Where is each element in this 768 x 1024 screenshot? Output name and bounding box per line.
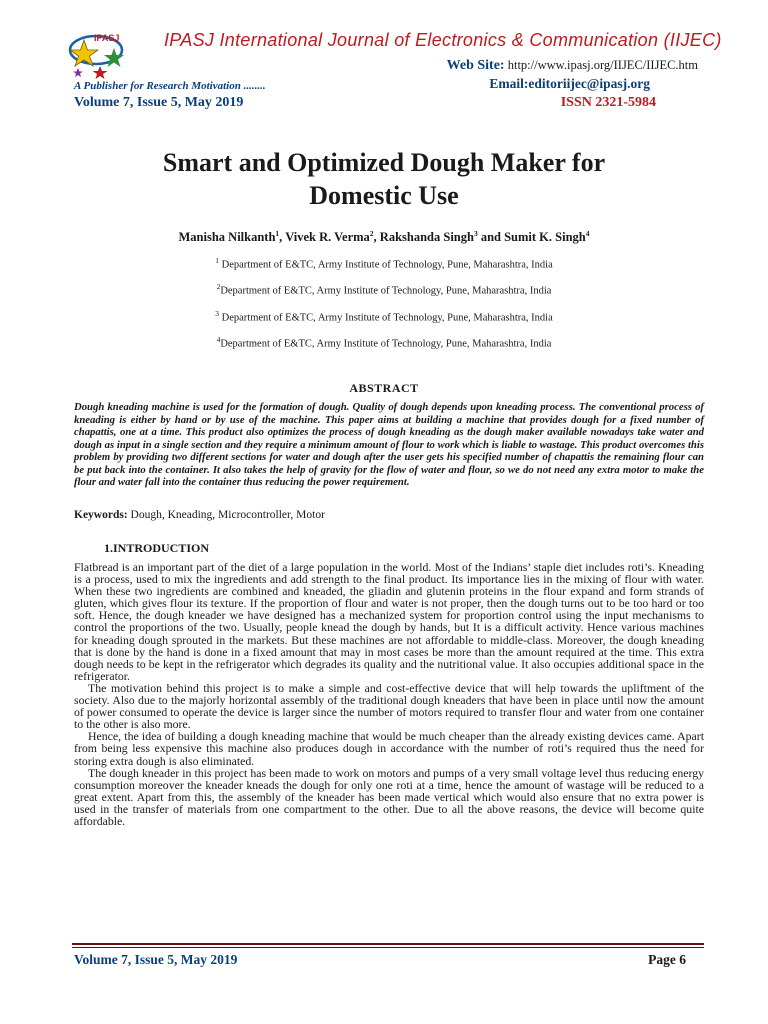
affiliation-text: Department of E&TC, Army Institute of Technology, Pune, Maharashtra, India [219, 312, 553, 324]
author-name: Sumit K. Singh [504, 230, 586, 245]
journal-name: IPASJ International Journal of Electronics & Communication (IIJEC) [164, 30, 722, 50]
issn: ISSN 2321-5984 [560, 95, 656, 110]
publisher-tagline: A Publisher for Research Motivation ........ [74, 80, 266, 92]
title-line-1: Smart and Optimized Dough Maker for [162, 148, 606, 177]
page-number: Page 6 [648, 952, 686, 967]
paragraph: Hence, the idea of building a dough kneading machine that would be much cheaper than the already existing devices came. Apart from being less expensive this machine also produces dough in accordance with the number of roti’s required thus the need for storing extra dough is also eliminated. [74, 729, 704, 768]
keywords-list: Dough, Kneading, Microcontroller, Motor [127, 509, 325, 521]
volume-info-footer: Volume 7, Issue 5, May 2019 [74, 952, 238, 967]
keywords-line [74, 509, 325, 521]
ipasj-logo [66, 26, 162, 86]
title-line-2: Domestic Use [309, 181, 459, 210]
author-sup: 3 [473, 229, 478, 238]
author-sup: 2 [369, 229, 374, 238]
section-heading: 1.INTRODUCTION [104, 541, 210, 555]
affiliation-text: Department of E&TC, Army Institute of Technology, Pune, Maharashtra, India [219, 259, 553, 271]
affiliation [84, 256, 684, 271]
affiliation-sup: 4 [216, 335, 221, 344]
affiliation [84, 309, 684, 324]
paragraph: The dough kneader in this project has been made to work on motors and pumps of a very small voltage level thus reducing energy consumption moreover the kneader kneads the dough for only one roti at a time, hence the amount of wastage will be reduced to a great extent. Apart from this, the assembly of the kneader has been made vertical which would also ensure that no extra power is used in the transfer of materials from one compartment to the other. Due to all the above reasons, the device will become quite affordable. [74, 765, 704, 828]
footer-divider [72, 947, 704, 948]
abstract-heading: ABSTRACT [349, 381, 419, 395]
paragraph: The motivation behind this project is to make a simple and cost-effective device that will help towards the upliftment of the society. Also due to the majorly horizontal assembly of the traditional dough kneaders that have been in place until now the amount of power consumed to operate the device is larger since the number of motors required to transfer flour and water from one container to the other is also more. [74, 680, 704, 732]
keywords-label: Keywords: [74, 509, 128, 521]
author-separator: , [373, 230, 380, 245]
abstract-text: Dough kneading machine is used for the formation of dough. Quality of dough depends upon kneading process. The conventional process of kneading is either by hand or by use of the machine. This paper aims at building a machine that provides dough for a fixed number of chapattis, one at a time. This product also optimizes the process of dough kneading as the dough maker available nowadays take water and dough as input in a single section and they require a minimum amount of flour to work which is liable to wastage. This product overcomes this problem by providing two different sections for water and dough after the user gets his specified number of chapattis the remaining flour can be put back into the container. It also takes the help of gravity for the flow of water and flour, so we do not need any extra motor to make the flour and water fall into the container thus reducing the power requirement. [74, 401, 704, 488]
author-sup: 1 [275, 229, 280, 238]
author-separator: and [477, 230, 505, 245]
affiliation [84, 282, 684, 297]
author-separator: , [279, 230, 286, 245]
affiliation-sup: 1 [215, 256, 219, 265]
author-sup: 4 [585, 229, 590, 238]
affiliation-sup: 2 [216, 282, 221, 291]
author-name: Manisha Nilkanth [178, 230, 276, 245]
paragraph: Flatbread is an important part of the diet of a large population in the world. Most of the Indians’ staple diet includes roti’s. Kneading is a process, used to mix the ingredients and add strength to the final product. Its importance lies in the mixing of flour with water. When these two ingredients are combined and kneaded, the gliadin and glutenin proteins in the flour expand and form strands of gluten, which gives flour its texture. If the proportion of flour and water is not proper, then the dough turns out to be too hard or too soft. Hence, the dough kneader we have designed has a mechanized system for proportion control using the input mechanisms to control the proportions of the two. Usually, people knead the dough by hands, but It is a difficult activity. Hence various machines for kneading dough sprouted in the markets. But these machines are not affordable to middle-class. Moreover, the dough kneading that is done by the hand is done in a fixed amount that may in most cases be more than the amount required at the time. This extra dough needs to be kept in the refrigerator which degrades its quality and the nutritional value. It also occupies additional space in the refrigerator. [74, 560, 704, 683]
paper-title [84, 146, 684, 212]
website-label: Web Site: [446, 58, 505, 73]
volume-info-header: Volume 7, Issue 5, May 2019 [74, 95, 244, 110]
author-list [84, 229, 684, 245]
author-name: Vivek R. Verma [285, 230, 370, 245]
section-body [74, 561, 704, 827]
affiliation-text: Department of E&TC, Army Institute of Technology, Pune, Maharashtra, India [220, 338, 552, 350]
affiliation-text: Department of E&TC, Army Institute of Technology, Pune, Maharashtra, India [220, 285, 552, 297]
affiliation-sup: 3 [215, 309, 219, 318]
website-line [447, 58, 698, 74]
svg-text:IPASJ: IPASJ [94, 33, 120, 43]
affiliation [84, 335, 684, 350]
author-name: Rakshanda Singh [379, 230, 474, 245]
footer-divider [72, 943, 704, 945]
email-address[interactable]: Email:editoriijec@ipasj.org [489, 76, 650, 91]
website-url[interactable]: http://www.ipasj.org/IIJEC/IIJEC.htm [507, 58, 698, 72]
